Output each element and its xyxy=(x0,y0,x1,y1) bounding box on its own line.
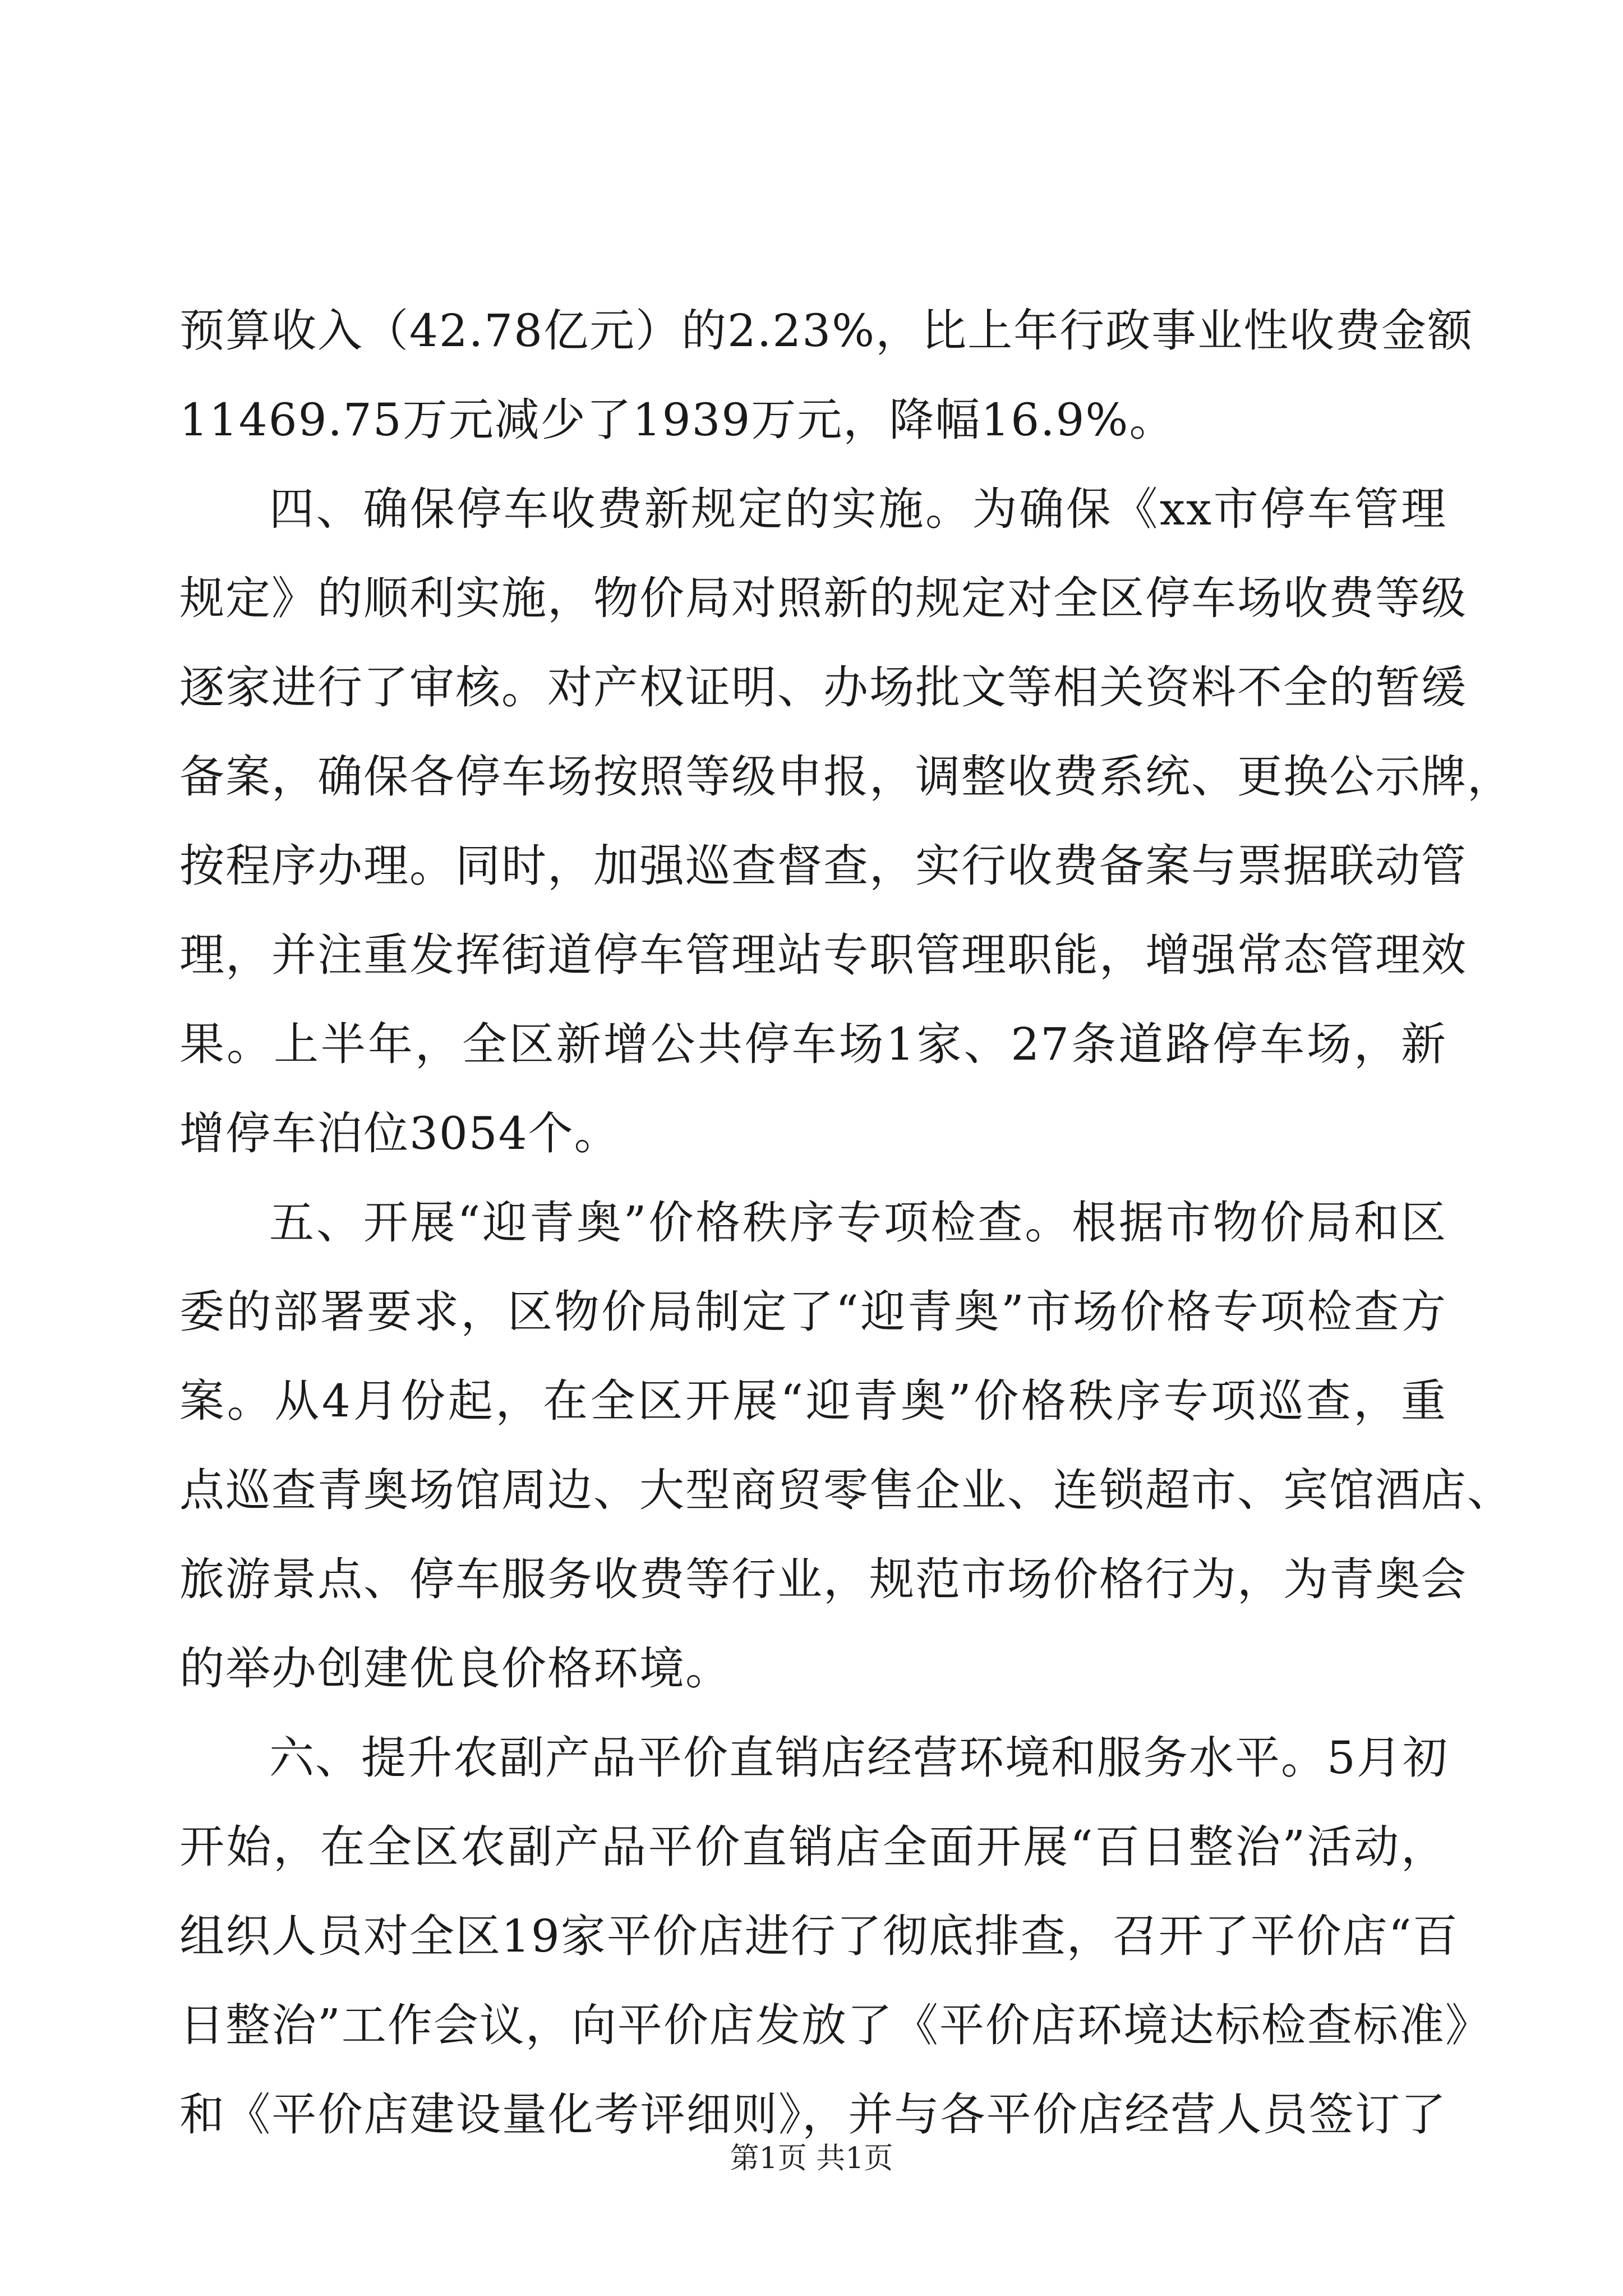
text-line: 组织人员对全区19家平价店进行了彻底排查，召开了平价店“百 xyxy=(179,1910,1459,1962)
document-body xyxy=(179,286,1513,2159)
text-line: 旅游景点、停车服务收费等行业，规范市场价格行为，为青奥会 xyxy=(179,1553,1467,1605)
text-line: 理，并注重发挥街道停车管理站专职管理职能，增强常态管理效 xyxy=(179,929,1467,981)
text-line: 逐家进行了审核。对产权证明、办场批文等相关资料不全的暂缓 xyxy=(179,661,1467,714)
text-line: 案。从4月份起，在全区开展“迎青奥”价格秩序专项巡查，重 xyxy=(179,1375,1447,1427)
section-heading-line: 五、开展“迎青奥”价格秩序专项检查。根据市物价局和区 xyxy=(269,1197,1447,1249)
text-line: 的举办创建优良价格环境。 xyxy=(179,1642,731,1695)
text-line: 11469.75万元减少了1939万元，降幅16.9%。 xyxy=(179,394,1175,446)
text-line: 备案，确保各停车场按照等级申报，调整收费系统、更换公示牌， xyxy=(179,751,1513,803)
text-line: 规定》的顺利实施，物价局对照新的规定对全区停车场收费等级 xyxy=(179,572,1467,624)
text-line: 增停车泊位3054个。 xyxy=(179,1107,620,1159)
text-line: 委的部署要求，区物价局制定了“迎青奥”市场价格专项检查方 xyxy=(179,1286,1447,1338)
text-line: 果。上半年，全区新增公共停车场1家、27条道路停车场，新 xyxy=(179,1018,1447,1070)
section-heading-line: 六、提升农副产品平价直销店经营环境和服务水平。5月初 xyxy=(269,1732,1449,1784)
text-line: 点巡查青奥场馆周边、大型商贸零售企业、连锁超市、宾馆酒店、 xyxy=(179,1464,1513,1516)
text-line: 预算收入（42.78亿元）的2.23%，比上年行政事业性收费金额 xyxy=(179,305,1474,357)
text-line: 日整治”工作会议，向平价店发放了《平价店环境达标检查标准》 xyxy=(179,1999,1491,2051)
page-footer: 第1页 共1页 xyxy=(730,2142,893,2175)
text-line: 开始，在全区农副产品平价直销店全面开展“百日整治”活动， xyxy=(179,1821,1447,1873)
text-line: 和《平价店建设量化考评细则》，并与各平价店经营人员签订了 xyxy=(179,2088,1447,2141)
section-heading-line: 四、确保停车收费新规定的实施。为确保《xx市停车管理 xyxy=(269,483,1447,535)
text-line: 按程序办理。同时，加强巡查督查，实行收费备案与票据联动管 xyxy=(179,840,1467,892)
